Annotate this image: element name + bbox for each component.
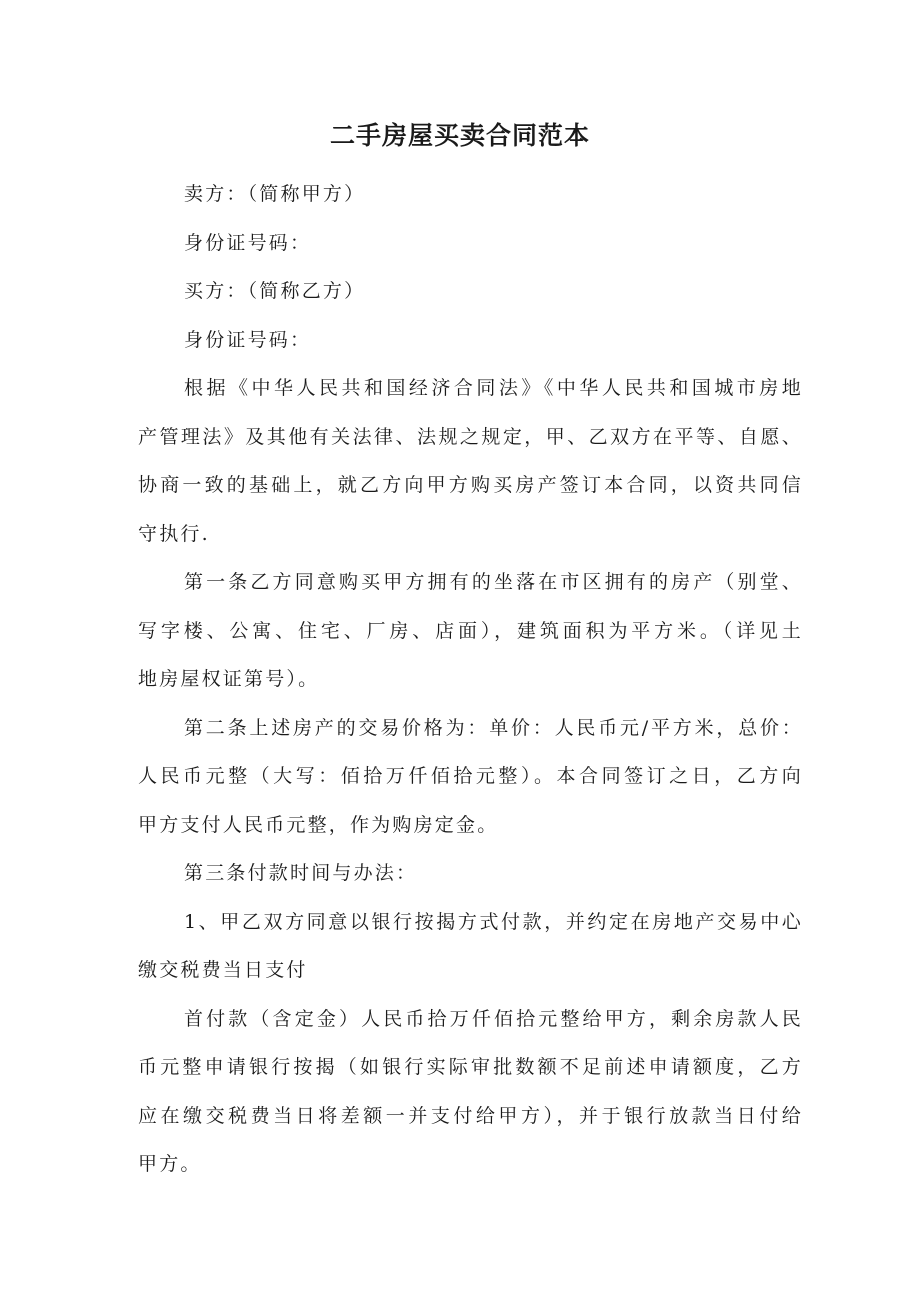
document-body (138, 170, 803, 1189)
preamble-line-1: 根据《中华人民共和国经济合同法》《中华人民共和国城市房地 (184, 377, 803, 399)
article-1-line-2: 写字楼、公寓、住宅、厂房、店面），建筑面积为平方米。（详见土 (138, 619, 803, 642)
preamble-line-4: 守执行. (138, 522, 210, 545)
seller-id-line: 身份证号码： (184, 231, 312, 254)
down-payment-line-1: 首付款（含定金）人民币拾万仟佰拾元整给甲方，剩余房款人民 (184, 1007, 803, 1030)
article-2-line-3: 甲方支付人民币元整，作为购房定金。 (138, 813, 499, 836)
seller-line: 卖方：（简称甲方） (184, 183, 366, 205)
down-payment-line-2: 币元整申请银行按揭（如银行实际审批数额不足前述申请额度，乙方 (138, 1056, 803, 1078)
buyer-line: 买方：（简称乙方） (184, 280, 366, 302)
down-payment-line-3: 应在缴交税费当日将差额一并支付给甲方），并于银行放款当日付给 (138, 1104, 803, 1127)
article-3-heading: 第三条付款时间与办法： (184, 862, 418, 884)
down-payment-line-4: 甲方。 (138, 1153, 202, 1175)
clause-1-line-2: 缴交税费当日支付 (138, 959, 308, 981)
preamble-line-2: 产管理法》及其他有关法律、法规之规定，甲、乙双方在平等、自愿、 (138, 425, 803, 448)
clause-1-line-1: 1、甲乙双方同意以银行按揭方式付款，并约定在房地产交易中心 (184, 910, 803, 933)
article-2-line-2: 人民币元整（大写：佰拾万仟佰拾元整）。本合同签订之日，乙方向 (138, 765, 803, 787)
buyer-id-line: 身份证号码： (184, 328, 312, 351)
article-1-line-1: 第一条乙方同意购买甲方拥有的坐落在市区拥有的房产（别堂、 (184, 571, 803, 593)
article-1-line-3: 地房屋权证第号）。 (138, 668, 320, 690)
document-title: 二手房屋买卖合同范本 (329, 121, 590, 150)
preamble-line-3: 协商一致的基础上，就乙方向甲方购买房产签订本合同，以资共同信 (138, 474, 803, 496)
article-2-line-1: 第二条上述房产的交易价格为：单价：人民币元/平方米，总价： (184, 716, 803, 739)
